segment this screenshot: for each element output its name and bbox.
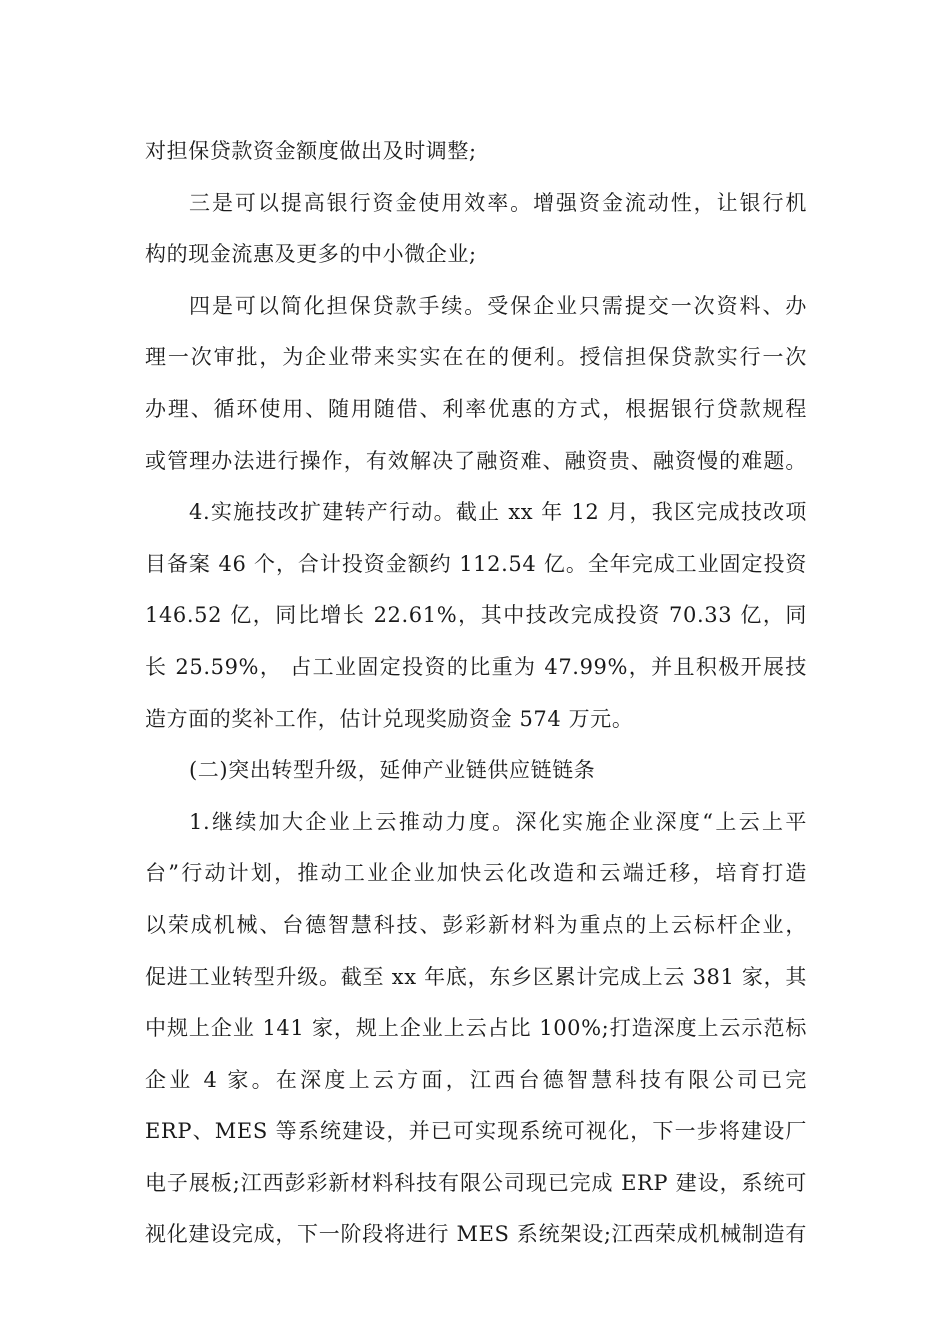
text-line: 目备案 46 个，合计投资金额约 112.54 亿。全年完成工业固定投资 (145, 551, 807, 576)
text-line: 三是可以提高银行资金使用效率。增强资金流动性，让银行机 (189, 190, 807, 215)
document-body (145, 126, 807, 1261)
text-line: 电子展板;江西彭彩新材料科技有限公司现已完成 ERP 建设，系统可 (145, 1170, 807, 1195)
section-heading: (二)突出转型升级，延伸产业链供应链链条 (189, 758, 596, 783)
text-line: 或管理办法进行操作，有效解决了融资难、融资贵、融资慢的难题。 (145, 448, 807, 473)
text-line: 促进工业转型升级。截至 xx 年底，东乡区累计完成上云 381 家，其 (145, 964, 807, 989)
text-line: 146.52 亿，同比增长 22.61%，其中技改完成投资 70.33 亿，同 (145, 603, 807, 628)
text-line: ERP、MES 等系统建设，并已可实现系统可视化，下一步将建设厂 (145, 1119, 807, 1144)
text-line: 4.实施技改扩建转产行动。截止 xx 年 12 月，我区完成技改项 (189, 500, 807, 525)
text-line: 中规上企业 141 家，规上企业上云占比 100%;打造深度上云示范标 (145, 1016, 807, 1041)
text-line: 以荣成机械、台德智慧科技、彭彩新材料为重点的上云标杆企业， (145, 912, 807, 937)
text-line: 理一次审批，为企业带来实实在在的便利。授信担保贷款实行一次 (145, 345, 807, 370)
text-line: 企业 4 家。在深度上云方面，江西台德智慧科技有限公司已完 (145, 1067, 807, 1092)
text-line: 办理、循环使用、随用随借、利率优惠的方式，根据银行贷款规程 (145, 396, 807, 421)
text-line: 构的现金流惠及更多的中小微企业; (145, 242, 477, 267)
text-line: 四是可以简化担保贷款手续。受保企业只需提交一次资料、办 (189, 293, 807, 318)
text-line: 造方面的奖补工作，估计兑现奖励资金 574 万元。 (145, 706, 634, 731)
text-line: 视化建设完成，下一阶段将进行 MES 系统架设;江西荣成机械制造有 (145, 1222, 807, 1247)
text-line: 长 25.59%， 占工业固定投资的比重为 47.99%，并且积极开展技 (145, 654, 807, 679)
text-line: 对担保贷款资金额度做出及时调整; (145, 139, 477, 163)
text-line: 台”行动计划，推动工业企业加快云化改造和云端迁移，培育打造 (145, 861, 807, 886)
text-line: 1.继续加大企业上云推动力度。深化实施企业深度“上云上平 (189, 809, 807, 834)
